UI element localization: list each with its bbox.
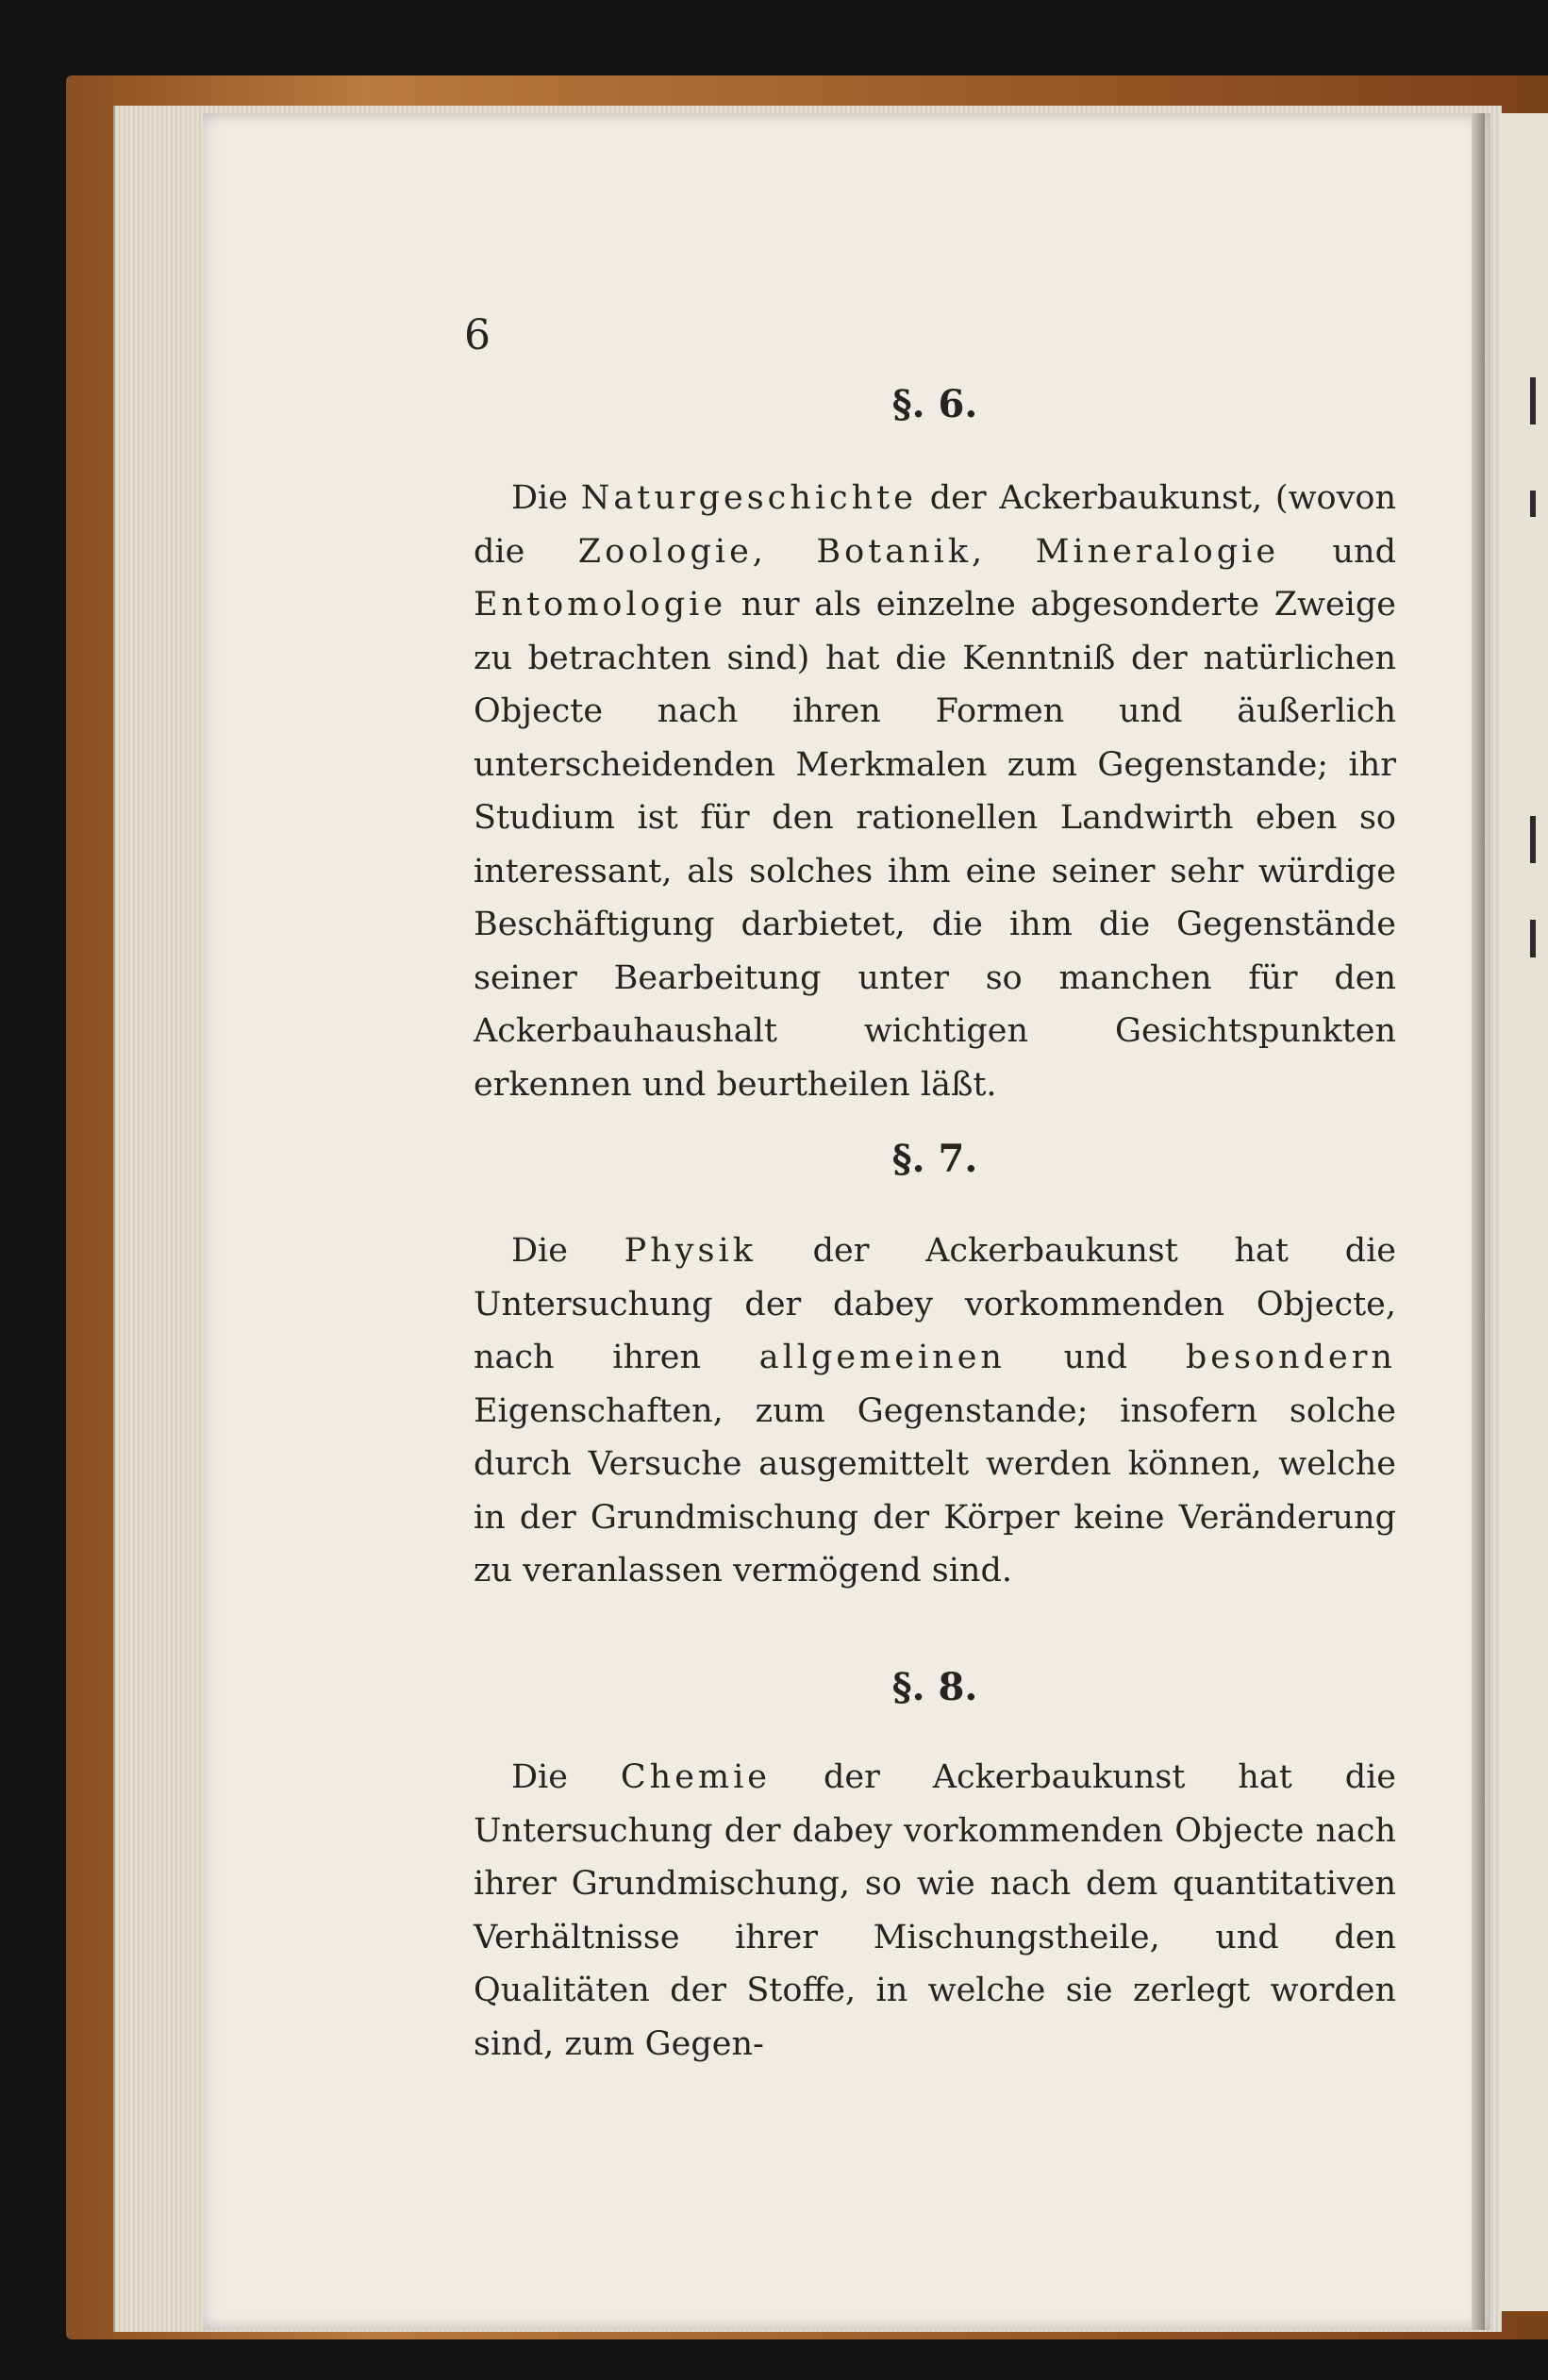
emphasized-term: Naturgeschichte [580,479,917,517]
paragraph [474,1751,1396,2071]
text-run: der Ackerbaukunst, (wovon die [474,479,1397,571]
facing-page-glyph [1530,377,1536,424]
text-run: Die [511,479,581,517]
emphasized-term: Mineralogie [1035,532,1280,571]
text-run: , [752,532,817,571]
section-body-7 [474,1224,1396,1598]
facing-page-glyph [1530,491,1536,517]
text-run: , [972,532,1036,571]
text-run: und [1279,532,1396,571]
text-run: der Ackerbaukunst hat die Untersuchung der dabey vorkommenden Objecte nach ihrer Grundmischung, so wie nach dem quantitativen Verhältnisse ihrer Mischungstheile, und den Qualitäten der Stoffe, in welche sie zerlegt worden sind, zum Gegen- [474,1758,1397,2063]
facing-page-glyph [1530,920,1536,957]
text-run: und [1005,1339,1186,1376]
facing-page-glyph [1530,816,1536,863]
section-heading-6: §. 6. [891,382,978,426]
section-heading-7: §. 7. [891,1137,978,1181]
emphasized-term: Botanik [816,532,973,571]
emphasized-term: Entomologie [474,586,727,624]
text-run: der Ackerbaukunst hat die Untersuchung der dabey vorkommenden Objecte, nach ihren [474,1232,1397,1376]
emphasized-term: besondern [1185,1339,1396,1376]
text-run: nur als einzelne abgesonderte Zweige zu betrachten sind) hat die Kenntniß der natürlichen Objecte nach ihren Formen und äußerlich unterscheidenden Merkmalen zum Gegenstande; ihr Studium ist für den rationellen Landwirth eben so interessant, als solches ihm eine seiner sehr würdige Beschäftigung darbietet, die ihm die Gegenstände seiner Bearbeitung unter so manchen für den Ackerbauhaushalt wichtigen Gesichtspunkten erkennen und beurtheilen läßt. [474,586,1396,1104]
section-body-8 [474,1751,1396,2071]
text-run: Die [511,1232,624,1270]
emphasized-term: allgemeinen [758,1339,1006,1376]
emphasized-term: Zoologie [577,532,753,571]
text-run: Die [511,1758,621,1796]
text-run: Eigenschaften, zum Gegenstande; insofern solche durch Versuche ausgemittelt werden können, welche in der Grundmischung der Körper keine Veränderung zu veranlassen vermögend sind. [474,1391,1396,1589]
emphasized-term: Physik [624,1232,757,1270]
facing-page-edge [1500,113,1548,2311]
book-gutter [1472,113,1485,2330]
section-body-6 [474,472,1396,1111]
paragraph [474,472,1396,1111]
emphasized-term: Chemie [620,1758,772,1796]
section-heading-8: §. 8. [891,1665,978,1709]
page-number: 6 [464,311,491,359]
paragraph [474,1224,1396,1598]
